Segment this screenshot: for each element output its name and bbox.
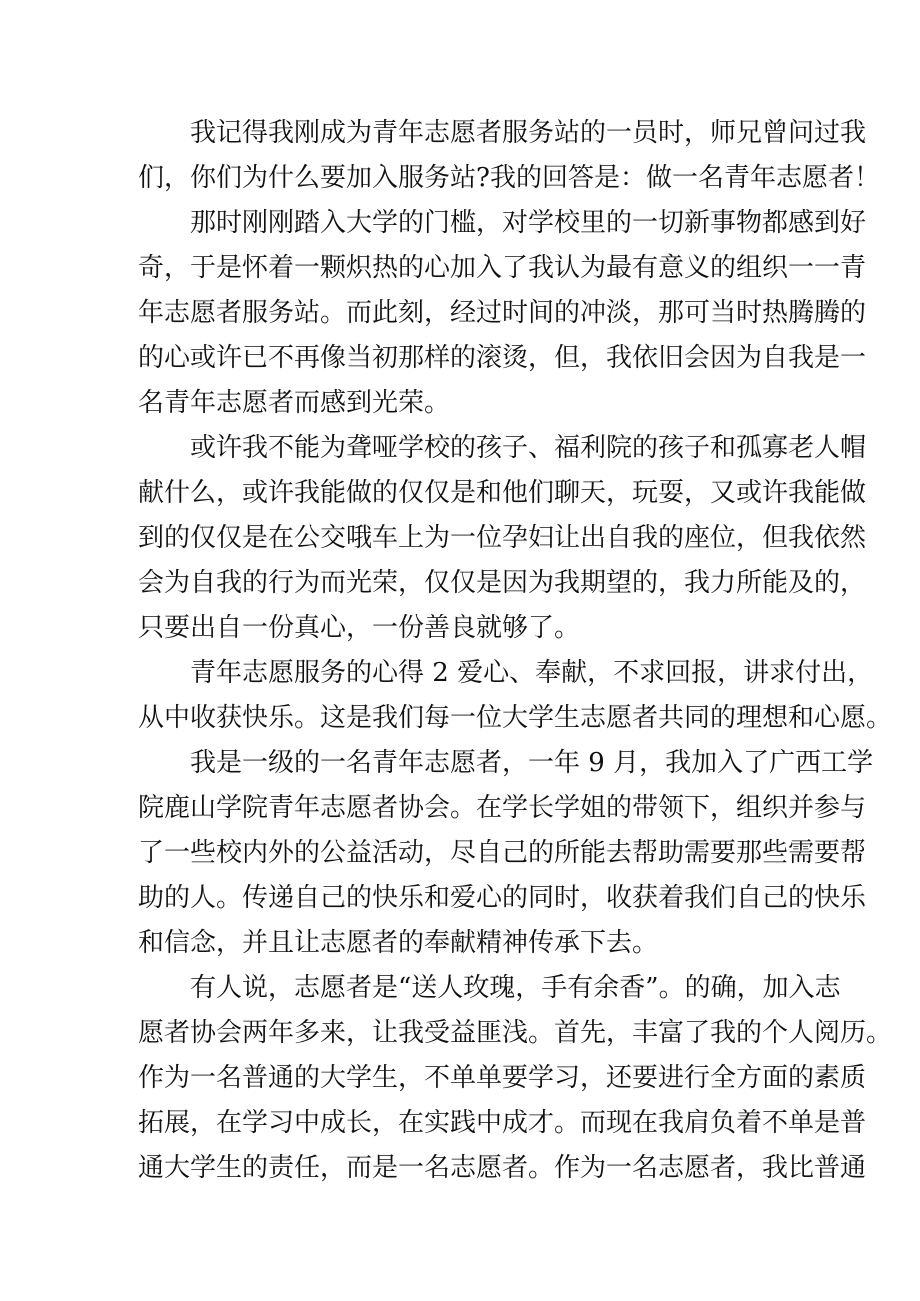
text-line: 年志愿者服务站。而此刻，经过时间的冲淡，那可当时热腾腾的 bbox=[138, 298, 867, 328]
text-line: 名青年志愿者而感到光荣。 bbox=[138, 388, 451, 418]
text-line: 献什么，或许我能做的仅仅是和他们聊天，玩耍，又或许我能做 bbox=[138, 478, 867, 508]
text-line: 和信念，并且让志愿者的奉献精神传承下去。 bbox=[138, 928, 659, 958]
text-line: 或许我不能为聋哑学校的孩子、福利院的孩子和孤寡老人帽 bbox=[190, 433, 867, 463]
paragraph-5 bbox=[138, 741, 874, 966]
text-line: 我是一级的一名青年志愿者，一年 9 月，我加入了广西工学 bbox=[190, 748, 874, 778]
text-line: 们，你们为什么要加入服务站?我的回答是：做一名青年志愿者！ bbox=[138, 163, 880, 193]
text-line: 助的人。传递自己的快乐和爱心的同时，收获着我们自己的快乐 bbox=[138, 883, 867, 913]
text-line: 拓展，在学习中成长，在实践中成才。而现在我肩负着不单是普 bbox=[138, 1108, 867, 1138]
text-line: 到的仅仅是在公交哦车上为一位孕妇让出自我的座位，但我依然 bbox=[138, 523, 867, 553]
text-line: 奇，于是怀着一颗炽热的心加入了我认为最有意义的组织一一青 bbox=[138, 253, 867, 283]
text-line: 了一些校内外的公益活动，尽自己的所能去帮助需要那些需要帮 bbox=[138, 838, 867, 868]
text-line: 作为一名普通的大学生，不单单要学习，还要进行全方面的素质 bbox=[138, 1063, 867, 1093]
document-body bbox=[138, 111, 893, 1191]
text-line: 有人说，志愿者是“送人玫瑰，手有余香”。的确，加入志 bbox=[190, 973, 841, 1003]
text-line: 院鹿山学院青年志愿者协会。在学长学姐的带领下，组织并参与 bbox=[138, 793, 867, 823]
text-line: 青年志愿服务的心得 2 爱心、奉献，不求回报，讲求付出， bbox=[190, 658, 874, 688]
paragraph-1 bbox=[138, 111, 880, 201]
text-line: 只要出自一份真心，一份善良就够了。 bbox=[138, 613, 581, 643]
text-line: 我记得我刚成为青年志愿者服务站的一员时，师兄曾问过我 bbox=[190, 118, 867, 148]
paragraph-6 bbox=[138, 966, 893, 1191]
text-line: 的心或许已不再像当初那样的滚烫，但，我依旧会因为自我是一 bbox=[138, 343, 867, 373]
text-line: 会为自我的行为而光荣，仅仅是因为我期望的，我力所能及的， bbox=[138, 568, 867, 598]
paragraph-4 bbox=[138, 651, 893, 741]
text-line: 通大学生的责任，而是一名志愿者。作为一名志愿者，我比普通 bbox=[138, 1153, 867, 1183]
paragraph-2 bbox=[138, 201, 867, 426]
text-line: 愿者协会两年多来，让我受益匪浅。首先，丰富了我的个人阅历。 bbox=[138, 1018, 893, 1048]
paragraph-3 bbox=[138, 426, 867, 651]
text-line: 从中收获快乐。这是我们每一位大学生志愿者共同的理想和心愿。 bbox=[138, 703, 893, 733]
text-line: 那时刚刚踏入大学的门槛，对学校里的一切新事物都感到好 bbox=[190, 208, 867, 238]
